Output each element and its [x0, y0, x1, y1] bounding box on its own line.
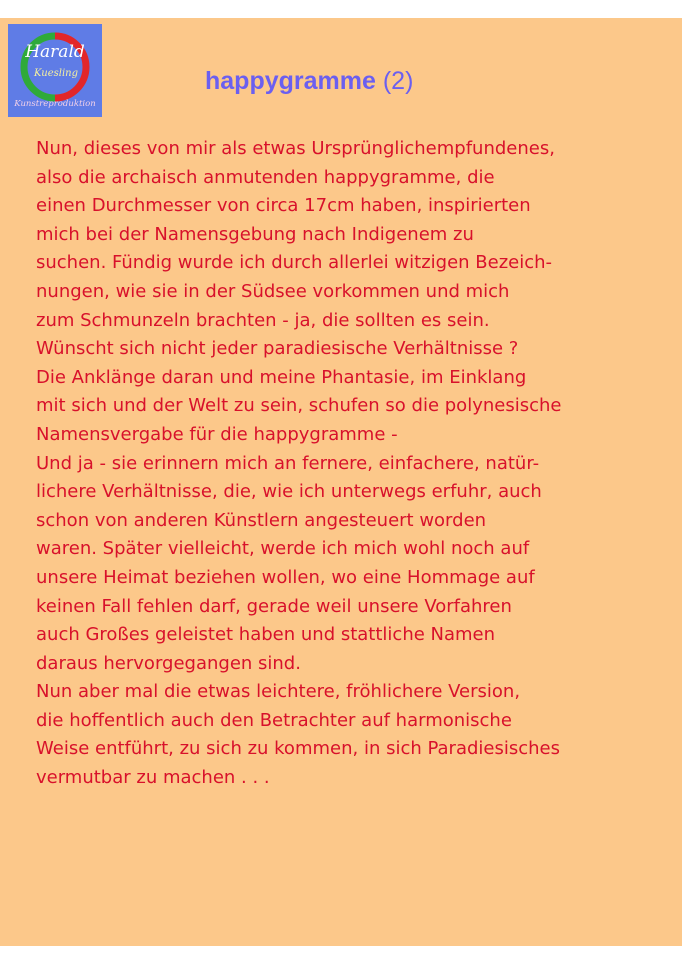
- body-line: suchen. Fündig wurde ich durch allerlei witzigen Bezeich-: [36, 252, 553, 274]
- body-line: lichere Verhältnisse, die, wie ich unterwegs erfuhr, auch: [36, 481, 542, 503]
- body-line: Die Anklänge daran und meine Phantasie, im Einklang: [36, 366, 527, 388]
- body-text: [36, 135, 676, 793]
- page-title: [205, 66, 413, 96]
- logo-bottom-text: Kunstreproduktion: [14, 99, 96, 109]
- body-line: auch Großes geleistet haben und stattliche Namen: [36, 624, 496, 646]
- body-line: Namensvergabe für die happygramme -: [36, 423, 398, 445]
- body-line: unsere Heimat beziehen wollen, wo eine Hommage auf: [36, 566, 535, 588]
- body-line: daraus hervorgegangen sind.: [36, 652, 301, 674]
- logo-name-text: Harald: [25, 42, 85, 62]
- body-line: Nun aber mal die etwas leichtere, fröhlichere Version,: [36, 681, 521, 703]
- body-line: mit sich und der Welt zu sein, schufen so die polynesische: [36, 395, 562, 417]
- page-title-text: happygramme: [205, 67, 376, 95]
- body-line: Weise entführt, zu sich zu kommen, in sich Paradiesisches: [36, 738, 560, 760]
- body-line: Nun, dieses von mir als etwas Ursprünglichempfundenes,: [36, 138, 555, 159]
- page: [0, 18, 682, 946]
- body-line: keinen Fall fehlen darf, gerade weil unsere Vorfahren: [36, 595, 512, 617]
- body-line: schon von anderen Künstlern angesteuert worden: [36, 509, 487, 531]
- logo-graphic: [8, 24, 102, 117]
- logo-sub-text: Kuesling: [34, 68, 78, 79]
- body-line: also die archaisch anmutenden happygramme, die: [36, 166, 495, 188]
- page-title-number: (2): [382, 67, 414, 95]
- body-line: einen Durchmesser von circa 17cm haben, inspirierten: [36, 195, 531, 217]
- body-line: waren. Später vielleicht, werde ich mich wohl noch auf: [36, 538, 530, 560]
- body-line: die hoffentlich auch den Betrachter auf harmonische: [36, 709, 512, 731]
- body-line: vermutbar zu machen . . .: [36, 767, 270, 789]
- body-line: Und ja - sie erinnern mich an fernere, einfachere, natür-: [36, 452, 540, 474]
- body-line: Wünscht sich nicht jeder paradiesische Verhältnisse ?: [36, 338, 519, 360]
- logo: [8, 24, 102, 117]
- body-line: nungen, wie sie in der Südsee vorkommen und mich: [36, 280, 510, 302]
- body-line: zum Schmunzeln brachten - ja, die sollten es sein.: [36, 309, 490, 331]
- body-line: mich bei der Namensgebung nach Indigenem zu: [36, 223, 474, 245]
